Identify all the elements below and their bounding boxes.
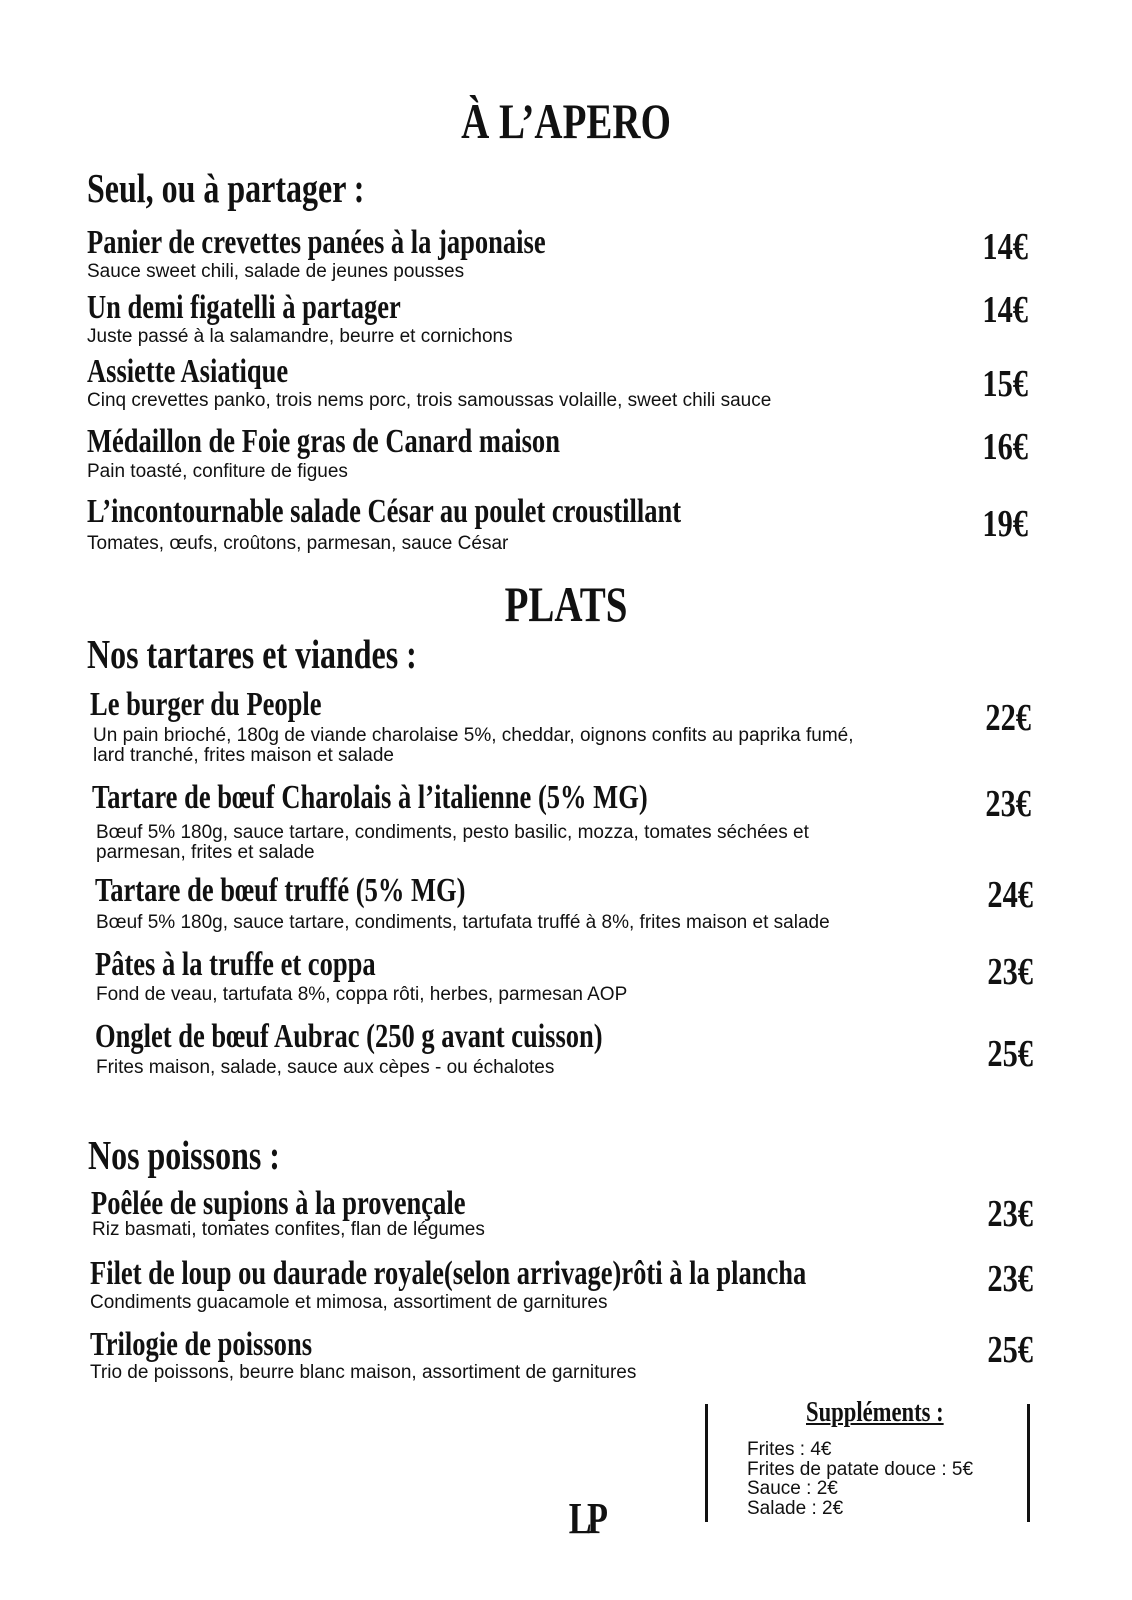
category-seul-ou-a-partager: Seul, ou à partager : — [87, 165, 365, 211]
item-name: Le burger du People — [90, 686, 322, 723]
item-description: Frites maison, salade, sauce aux cèpes - ou échalotes — [96, 1057, 555, 1078]
section-title-apero: À L’APERO — [461, 93, 671, 149]
item-price: 16€ — [982, 426, 1028, 468]
item-name: Pâtes à la truffe et coppa — [95, 946, 376, 983]
item-description: parmesan, frites et salade — [96, 842, 315, 863]
item-name: Tartare de bœuf Charolais à l’italienne (5% MG) — [92, 779, 648, 816]
item-price: 15€ — [982, 363, 1028, 405]
item-description: Un pain brioché, 180g de viande charolaise 5%, cheddar, oignons confits au paprika fumé, — [93, 725, 854, 746]
item-price: 24€ — [987, 874, 1033, 916]
item-description: Tomates, œufs, croûtons, parmesan, sauce César — [87, 533, 509, 554]
divider — [705, 1404, 708, 1522]
supplement-line: Frites de patate douce : 5€ — [747, 1459, 974, 1480]
item-price: 22€ — [985, 697, 1031, 739]
supplement-line: Salade : 2€ — [747, 1498, 844, 1519]
item-description: Cinq crevettes panko, trois nems porc, trois samoussas volaille, sweet chili sauce — [87, 390, 772, 411]
item-description: Fond de veau, tartufata 8%, coppa rôti, herbes, parmesan AOP — [96, 984, 628, 1005]
item-description: Condiments guacamole et mimosa, assortiment de garnitures — [90, 1292, 608, 1313]
logo: LP — [568, 1494, 604, 1543]
item-price: 23€ — [987, 951, 1033, 993]
divider — [1027, 1404, 1030, 1522]
item-price: 23€ — [987, 1258, 1033, 1300]
item-name: L’incontournable salade César au poulet croustillant — [87, 493, 682, 530]
item-description: Sauce sweet chili, salade de jeunes pousses — [87, 261, 465, 282]
item-price: 14€ — [982, 289, 1028, 331]
item-description: Trio de poissons, beurre blanc maison, assortiment de garnitures — [90, 1362, 637, 1383]
category-tartares-et-viandes: Nos tartares et viandes : — [87, 631, 417, 677]
item-name: Onglet de bœuf Aubrac (250 g avant cuisson) — [95, 1018, 603, 1055]
item-name: Médaillon de Foie gras de Canard maison — [87, 423, 560, 460]
item-description: Riz basmati, tomates confites, flan de légumes — [92, 1219, 485, 1240]
item-name: Filet de loup ou daurade royale(selon arrivage)rôti à la plancha — [90, 1255, 807, 1292]
category-poissons: Nos poissons : — [88, 1132, 280, 1178]
item-price: 14€ — [982, 226, 1028, 268]
item-description: Pain toasté, confiture de figues — [87, 461, 348, 482]
item-description: Bœuf 5% 180g, sauce tartare, condiments, tartufata truffé à 8%, frites maison et salade — [96, 912, 830, 933]
item-price: 25€ — [987, 1033, 1033, 1075]
item-price: 19€ — [982, 503, 1028, 545]
item-description: lard tranché, frites maison et salade — [93, 745, 394, 766]
item-price: 23€ — [985, 783, 1031, 825]
item-price: 25€ — [987, 1329, 1033, 1371]
item-description: Bœuf 5% 180g, sauce tartare, condiments, pesto basilic, mozza, tomates séchées et — [96, 822, 809, 843]
item-price: 23€ — [987, 1193, 1033, 1235]
item-name: Panier de crevettes panées à la japonaise — [87, 224, 546, 261]
item-name: Assiette Asiatique — [87, 353, 289, 390]
item-name: Trilogie de poissons — [90, 1326, 313, 1363]
section-title-plats: PLATS — [504, 576, 628, 632]
item-description: Juste passé à la salamandre, beurre et cornichons — [87, 326, 513, 347]
supplements-title: Suppléments : — [806, 1396, 944, 1428]
item-name: Un demi figatelli à partager — [87, 289, 401, 326]
item-name: Poêlée de supions à la provençale — [91, 1185, 466, 1222]
item-name: Tartare de bœuf truffé (5% MG) — [95, 872, 466, 909]
supplement-line: Frites : 4€ — [747, 1439, 832, 1460]
supplement-line: Sauce : 2€ — [747, 1478, 838, 1499]
